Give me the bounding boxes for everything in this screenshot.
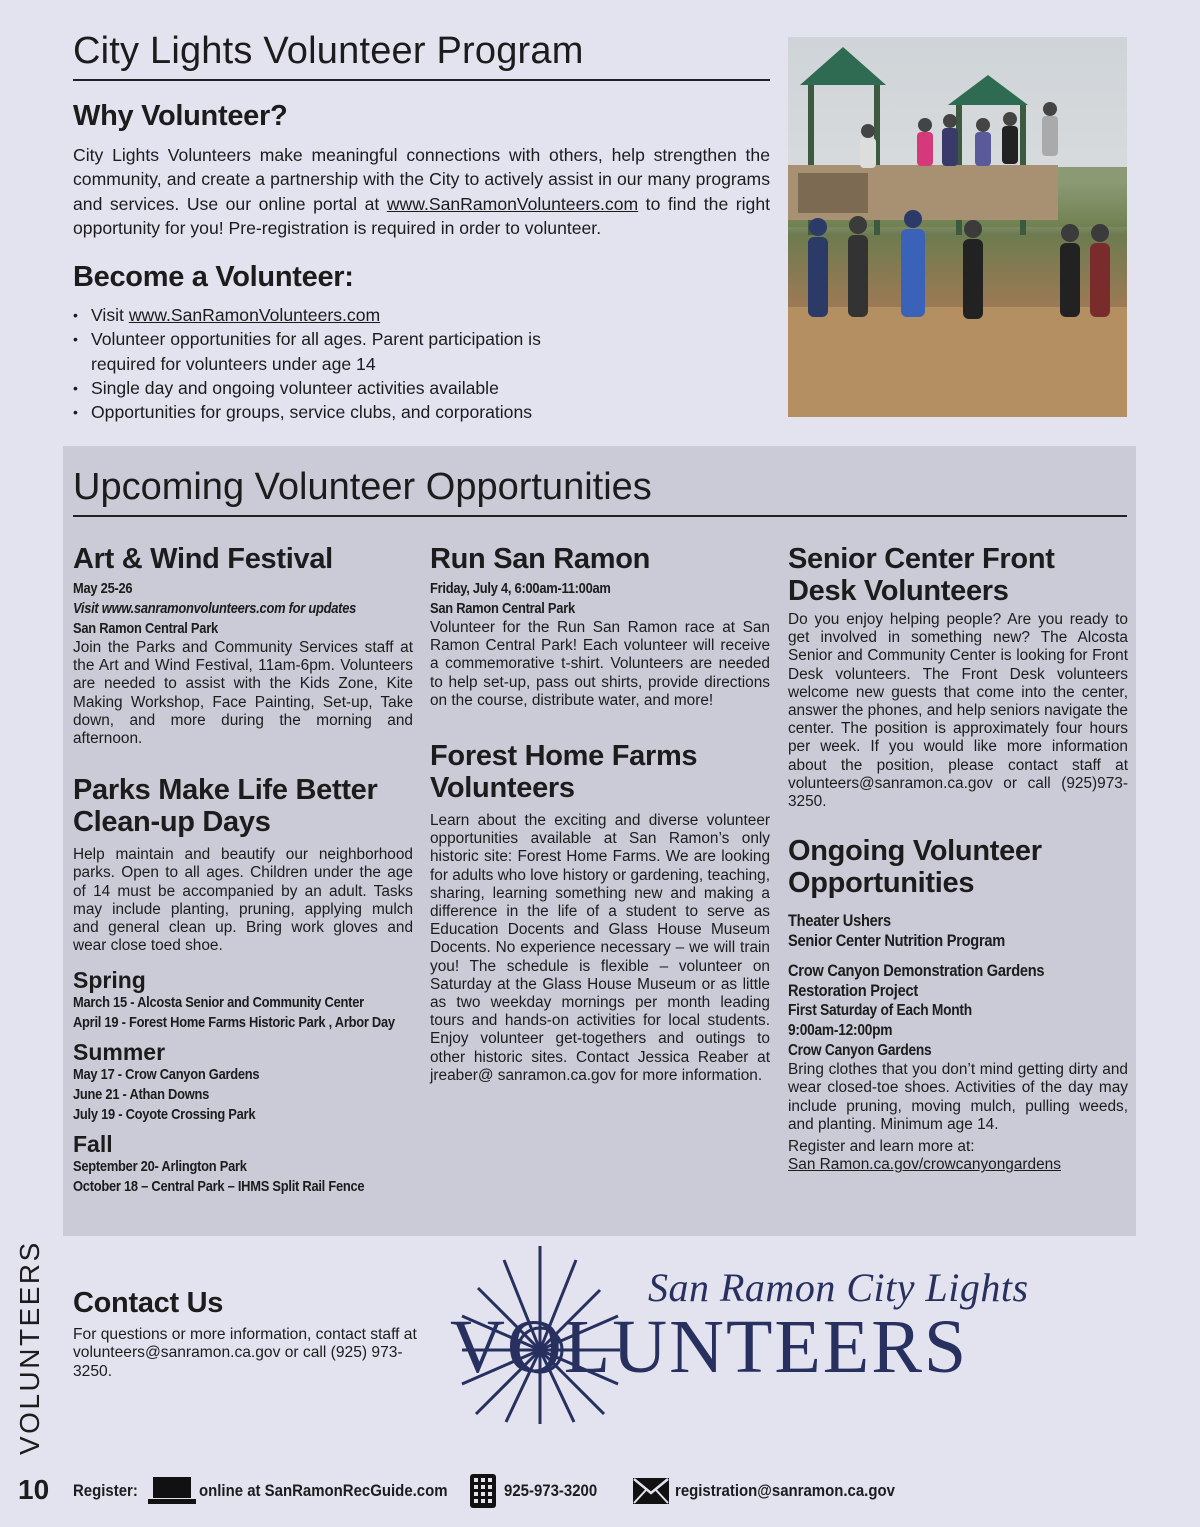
ongoing-location: Crow Canyon Gardens — [788, 1042, 932, 1060]
art-update-note: Visit www.sanramonvolunteers.com for updates — [73, 600, 357, 617]
forest-body: Learn about the exciting and diverse volunteer opportunities available at San Ramon’s only historic site: Forest Home Farms. We are looking for adults who love history or gardening, teaching, sharing, learning something new and making a difference in the life of a student to serve as Education Docents and Glass House Museum Docents. No experience necessary – we will train you! The schedule is flexible – volunteer on Saturday at the Glass House Museum or as little as two weekday mornings per month leading tours and hands-on activities for local students. Enjoy volunteer get-togethers and outings to other historic sites. Contact Jessica Reaber at jreaber@ sanramon.ca.gov for more information. — [430, 812, 770, 1084]
ongoing-time: 9:00am-12:00pm — [788, 1022, 893, 1040]
why-volunteer-body — [73, 143, 770, 241]
upcoming-opportunities-title: Upcoming Volunteer Opportunities — [73, 466, 1127, 517]
online-registration-link[interactable]: online at SanRamonRecGuide.com — [199, 1481, 448, 1500]
become-volunteer-list — [73, 303, 593, 424]
page-title: City Lights Volunteer Program — [73, 30, 770, 81]
run-location: San Ramon Central Park — [430, 600, 575, 617]
column-right — [788, 543, 1128, 1174]
column-middle — [430, 543, 770, 1085]
city-lights-volunteers-logo — [440, 1242, 1040, 1427]
run-date: Friday, July 4, 6:00am-11:00am — [430, 580, 611, 597]
ongoing-item: Theater Ushers — [788, 911, 891, 931]
list-item: • Volunteer opportunities for all ages. Parent participation is required for volunteers under age 14 — [73, 327, 593, 376]
art-location: San Ramon Central Park — [73, 620, 218, 637]
parks-body: Help maintain and beautify our neighborhood parks. Open to all ages. Children under the age of 14 must be accompanied by an adult. Tasks may include planting, pruning, applying mulch and general clean up. Bring work gloves and wear close toed shoe. — [73, 846, 413, 955]
ongoing-item: Senior Center Nutrition Program — [788, 931, 1006, 951]
column-left — [73, 543, 413, 1197]
phone-keypad-icon — [470, 1474, 496, 1513]
logo-tagline: San Ramon City Lights — [648, 1265, 1029, 1310]
list-item-text: Visit — [91, 305, 129, 325]
email-registration-link[interactable]: registration@sanramon.ca.gov — [675, 1481, 895, 1500]
summer-date: July 19 - Coyote Crossing Park — [73, 1106, 256, 1124]
crow-canyon-gardens-link[interactable]: San Ramon.ca.gov/crowcanyongardens — [788, 1156, 1061, 1174]
run-san-ramon-title: Run San Ramon — [430, 543, 651, 575]
laptop-icon — [148, 1477, 196, 1510]
summer-date: May 17 - Crow Canyon Gardens — [73, 1066, 260, 1084]
ongoing-title: Ongoing Volunteer Opportunities — [788, 835, 1042, 900]
photo-illustration — [788, 37, 1127, 417]
become-volunteer-heading: Become a Volunteer: — [73, 261, 354, 293]
why-text-start: City Lights Volunteers make meaningful connections with others, help strengthen the community, and create a partnership with the City to actively assist in our many programs and services. Use our online portal at — [73, 145, 770, 214]
ongoing-body: Bring clothes that you don’t mind getting dirty and wear closed-toe shoes. Activities of the day may include pruning, moving mulch, pulling weeds, and planting. Minimum age 14. — [788, 1061, 1128, 1133]
ongoing-register-text: Register and learn more at: — [788, 1138, 975, 1156]
ongoing-item: Restoration Project — [788, 981, 918, 1001]
envelope-icon — [632, 1477, 670, 1510]
page-number: 10 — [18, 1474, 50, 1505]
why-text-end: to find the right opportunity for you! Pre-registration is required in order to volunteer. — [73, 193, 770, 239]
spring-date: March 15 - Alcosta Senior and Community Center — [73, 994, 364, 1012]
forest-home-farms-title: Forest Home Farms Volunteers — [430, 740, 698, 805]
section-side-label: VOLUNTEERS — [14, 1240, 45, 1455]
run-body: Volunteer for the Run San Ramon race at San Ramon Central Park! Each volunteer will receive a commemorative t-shirt. Volunteers are needed to help set-up, pass out shirts, provide directions on the course, distribute water, and more! — [430, 619, 770, 709]
fall-heading: Fall — [73, 1131, 113, 1158]
spring-date: April 19 - Forest Home Farms Historic Park , Arbor Day — [73, 1014, 395, 1032]
art-date: May 25-26 — [73, 580, 133, 597]
why-volunteer-heading: Why Volunteer? — [73, 100, 288, 132]
ongoing-schedule: First Saturday of Each Month — [788, 1002, 972, 1020]
volunteer-portal-link[interactable]: www.SanRamonVolunteers.com — [386, 193, 639, 214]
art-wind-festival-title: Art & Wind Festival — [73, 543, 333, 575]
volunteer-site-link[interactable]: www.SanRamonVolunteers.com — [128, 305, 381, 325]
logo-wordmark: VOLUNTEERS — [450, 1305, 969, 1389]
fall-date: October 18 – Central Park – IHMS Split Rail Fence — [73, 1178, 365, 1196]
senior-center-title: Senior Center Front Desk Volunteers — [788, 543, 1055, 607]
phone-registration-link[interactable]: 925-973-3200 — [504, 1481, 598, 1500]
senior-body: Do you enjoy helping people? Are you ready to get involved in something new? The Alcosta Senior and Community Center is looking for Front Desk volunteers. The Front Desk volunteers welcome new guests that come into the center, answer the phones, and help seniors navigate the center. The position is approximately four hours per week. If you would like more information about the position, please contact staff at volunteers@sanramon.ca.gov or call (925)973-3250. — [788, 611, 1128, 811]
art-body: Join the Parks and Community Services staff at the Art and Wind Festival, 11am-6pm. Volunteers are needed to assist with the Kids Zone, Kite Making Workshop, Face Painting, Set-up, Take down, and more during the morning and afternoon. — [73, 639, 413, 748]
ongoing-item: Crow Canyon Demonstration Gardens — [788, 961, 1045, 981]
fall-date: September 20- Arlington Park — [73, 1158, 247, 1176]
summer-date: June 21 - Athan Downs — [73, 1086, 210, 1104]
register-label: Register: — [73, 1481, 138, 1500]
list-item: • Opportunities for groups, service clubs, and corporations — [73, 400, 593, 424]
list-item: • Single day and ongoing volunteer activities available — [73, 376, 593, 400]
volunteers-group-photo — [788, 37, 1127, 417]
contact-heading: Contact Us — [73, 1287, 224, 1319]
list-item — [73, 303, 593, 327]
parks-cleanup-title: Parks Make Life Better Clean-up Days — [73, 774, 378, 839]
contact-body: For questions or more information, contact staff at volunteers@sanramon.ca.gov or call (925) 973-3250. — [73, 1326, 417, 1380]
summer-heading: Summer — [73, 1039, 166, 1066]
spring-heading: Spring — [73, 967, 146, 994]
